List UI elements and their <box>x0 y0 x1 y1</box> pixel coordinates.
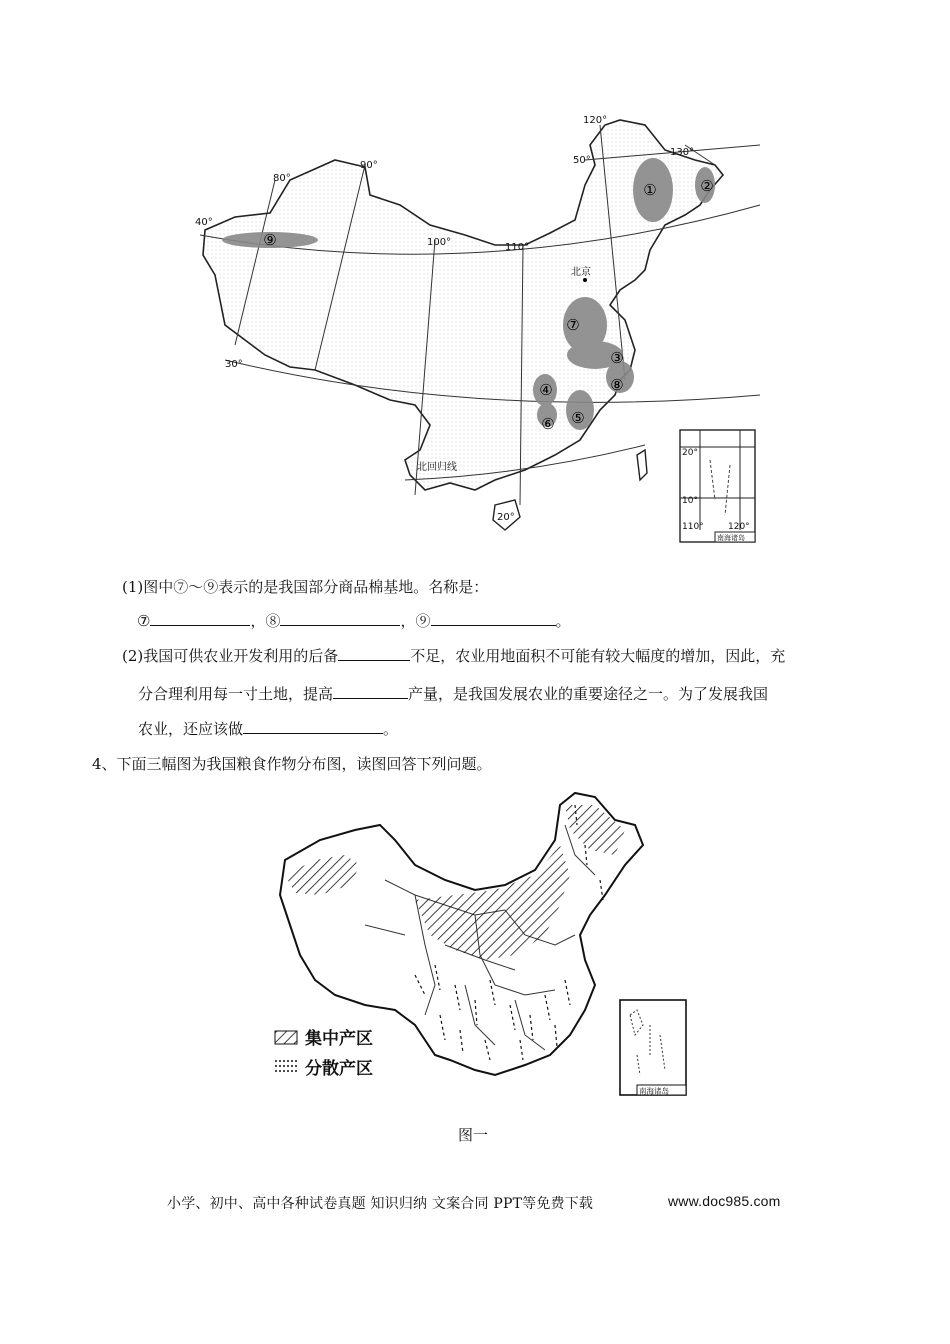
answer-blank-8[interactable] <box>280 610 400 626</box>
label-lat40: 40° <box>195 217 213 228</box>
q3-part2-line3: 农业，还应该做 。 <box>138 720 399 738</box>
q3-part2-line2: 分合理利用每一寸土地，提高 产量，是我国发展农业的重要途径之一。为了发展我国 <box>138 685 769 703</box>
label-lat20: 20° <box>497 512 515 523</box>
q4-text: 4、下面三幅图为我国粮食作物分布图，读图回答下列问题。 <box>92 755 492 773</box>
svg-text:20°: 20° <box>682 448 698 458</box>
grain-distribution-map <box>265 785 695 1105</box>
footer-text: 小学、初中、高中各种试卷真题 知识归纳 文案合同 PPT等免费下载 <box>167 1196 594 1212</box>
svg-text:120°: 120° <box>728 522 750 532</box>
label-lon100: 100° <box>427 237 452 248</box>
legend-concentrated: 集中产区 <box>305 1029 373 1049</box>
legend-scattered: 分散产区 <box>305 1059 373 1079</box>
marker-2: ② <box>700 177 714 195</box>
answer-blank-measure[interactable] <box>243 718 383 734</box>
south-china-sea-inset <box>680 430 755 542</box>
label-lat50: 50° <box>573 155 591 166</box>
label-lon130: 130° <box>670 147 695 158</box>
marker-7: ⑦ <box>566 316 580 334</box>
label-beijing: 北京 <box>571 267 591 278</box>
footer-url[interactable]: www.doc985.com <box>668 1193 781 1209</box>
marker-4: ④ <box>539 381 553 399</box>
marker-5: ⑤ <box>571 409 585 427</box>
svg-text:南海诸岛: 南海诸岛 <box>639 1086 669 1096</box>
label-lon110: 110° <box>505 242 530 253</box>
q3-part2-line1: (2)我国可供农业开发利用的后备 不足，农业用地面积不可能有较大幅度的增加，因此，充 <box>122 647 786 665</box>
cotton-base-map <box>195 105 765 550</box>
q3-part1-intro: (1)图中⑦～⑨表示的是我国部分商品棉基地。名称是： <box>122 578 489 596</box>
label-lon90: 90° <box>360 160 378 171</box>
answer-blank-yield[interactable] <box>333 683 408 699</box>
beijing-dot <box>583 278 587 282</box>
svg-text:南海诸岛: 南海诸岛 <box>717 534 745 542</box>
q3-part1-blanks: ⑦ ，⑧ ，⑨ 。 <box>137 612 571 630</box>
answer-blank-7[interactable] <box>150 610 250 626</box>
legend-hatch-swatch <box>275 1031 297 1044</box>
marker-6: ⑥ <box>541 415 555 433</box>
taiwan-island <box>637 450 647 480</box>
svg-text:10°: 10° <box>682 496 698 506</box>
marker-1: ① <box>643 181 657 199</box>
answer-blank-reserve[interactable] <box>338 645 410 661</box>
svg-text:110°: 110° <box>682 522 704 532</box>
answer-blank-9[interactable] <box>431 610 556 626</box>
south-china-sea-inset-2 <box>620 1000 686 1096</box>
label-lon80: 80° <box>273 173 291 184</box>
label-tropic: 北回归线 <box>417 462 457 473</box>
map-legend <box>275 1028 373 1079</box>
marker-8: ⑧ <box>610 376 624 394</box>
figure-caption: 图一 <box>458 1126 489 1144</box>
label-lat30: 30° <box>225 359 243 370</box>
label-lon120: 120° <box>583 115 608 126</box>
legend-dash-swatch <box>275 1061 297 1071</box>
marker-3: ③ <box>610 349 624 367</box>
marker-9: ⑨ <box>263 231 277 249</box>
